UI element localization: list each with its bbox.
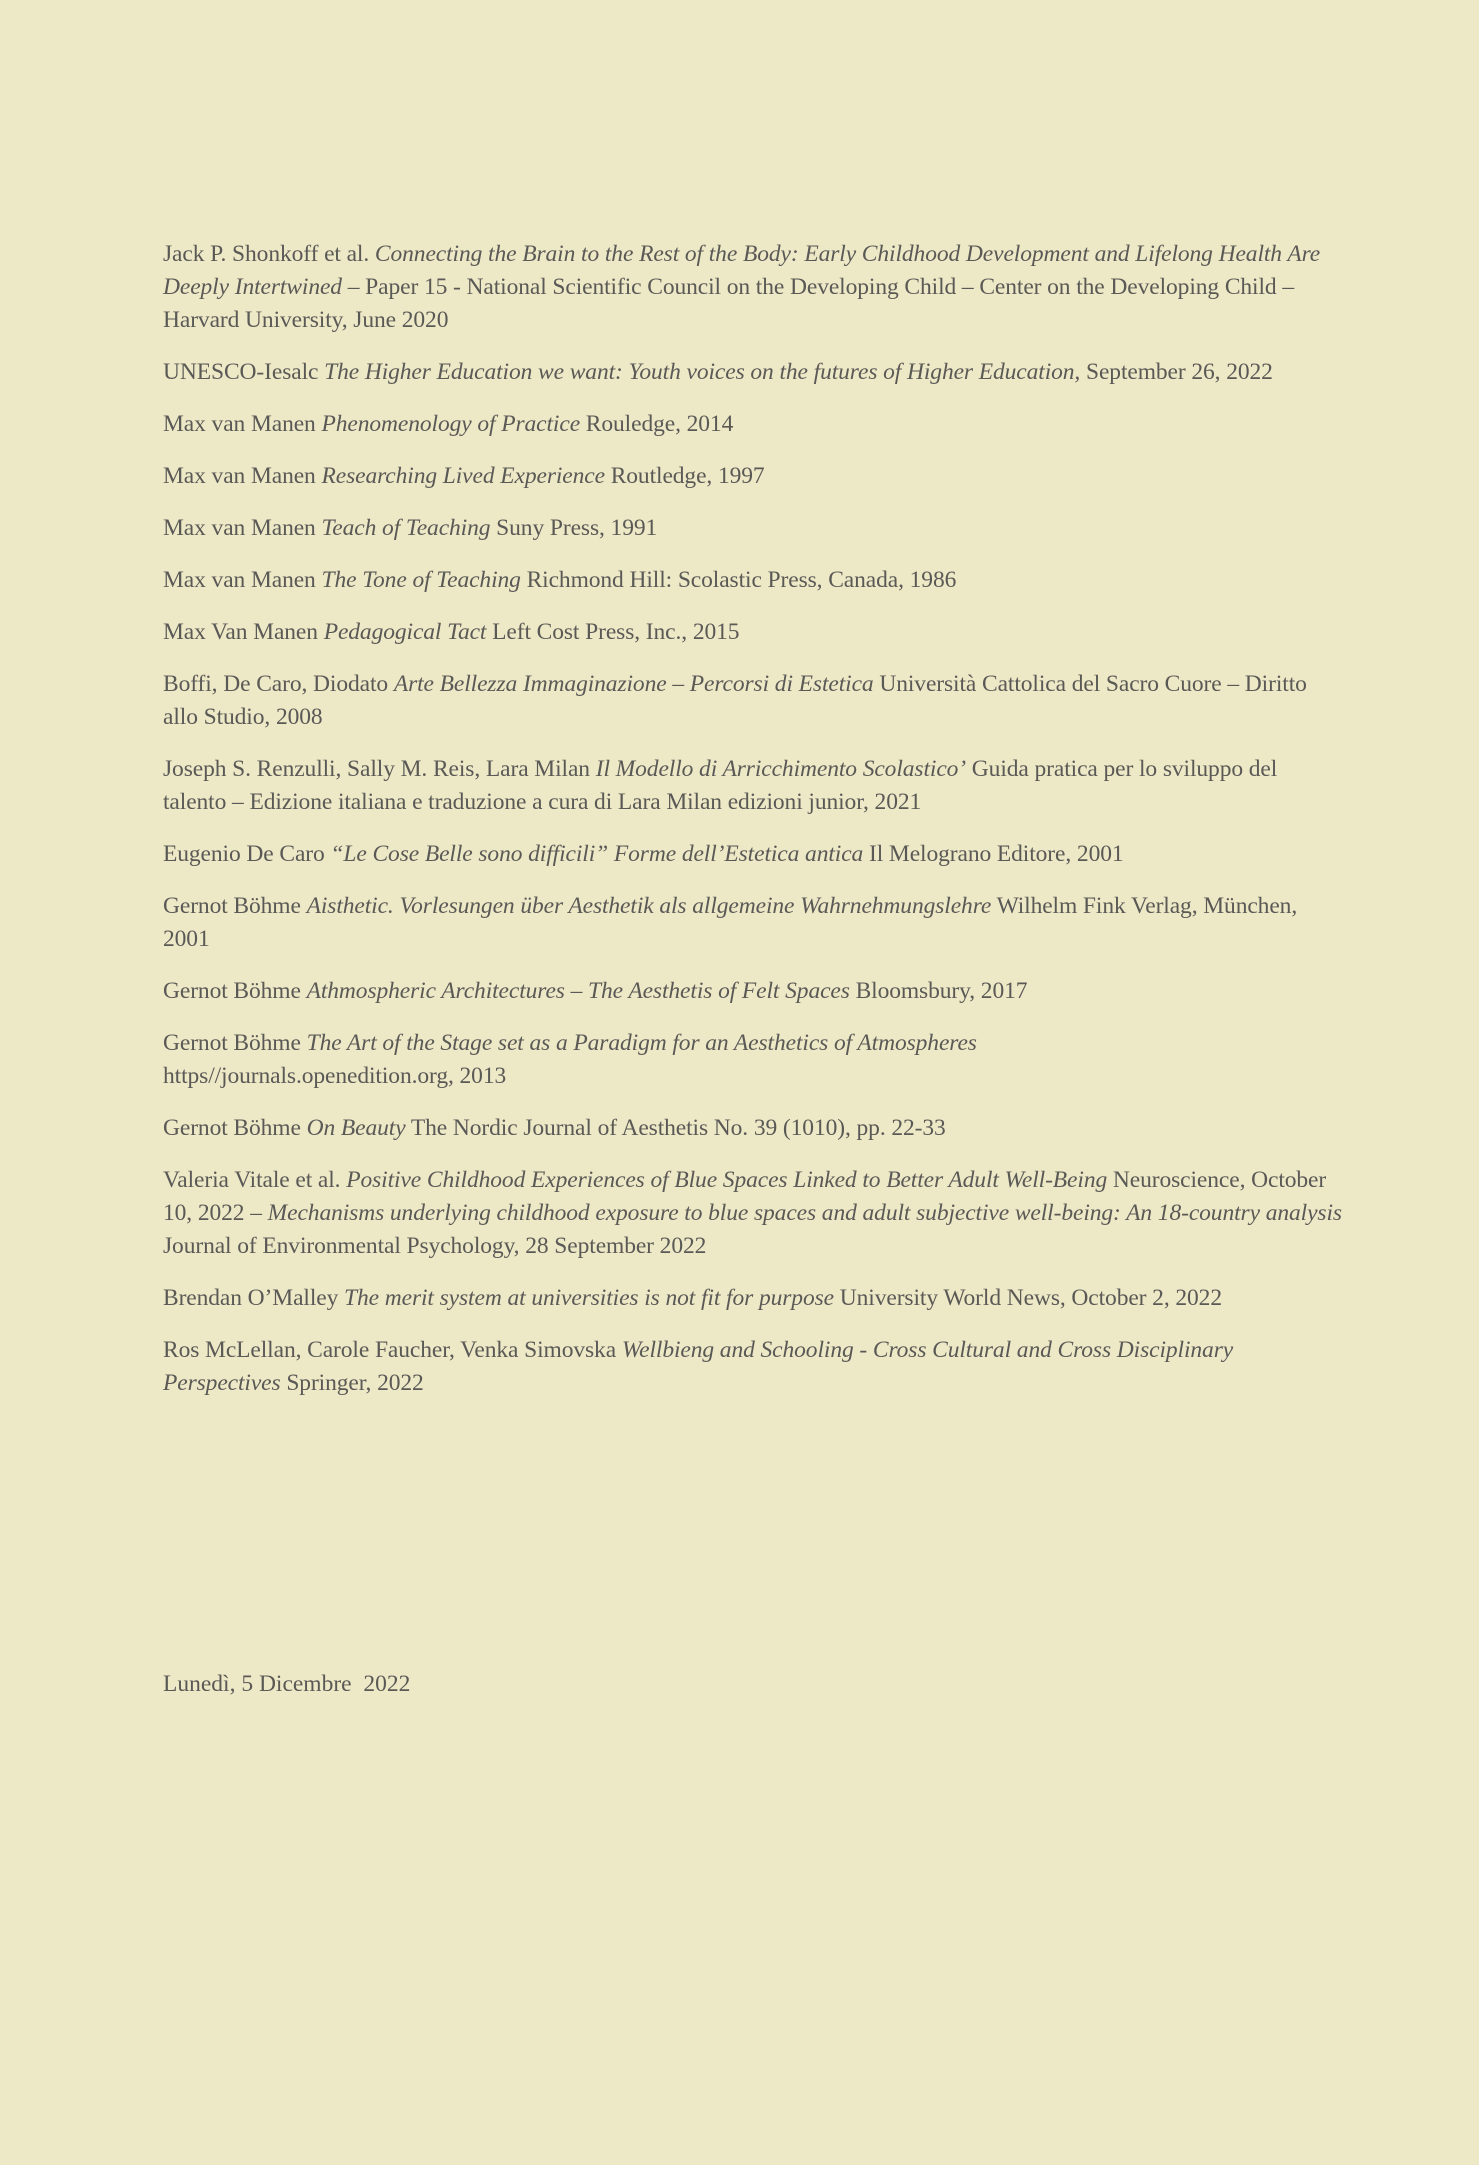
reference-entry <box>163 1282 1343 1315</box>
reference-title: Arte Bellezza Immaginazione <box>393 671 667 697</box>
reference-text: Gernot Böhme <box>163 978 307 1004</box>
reference-text: Gernot Böhme <box>163 1115 307 1141</box>
reference-title: The Aesthetis of Felt Spaces <box>588 978 850 1004</box>
reference-title: Teach of Teaching <box>321 515 491 541</box>
reference-title: On Beauty <box>306 1115 406 1141</box>
reference-text: Max van Manen <box>163 515 322 541</box>
reference-text: Springer, 2022 <box>280 1370 424 1396</box>
reference-list <box>163 238 1343 1419</box>
reference-text: University World News, October 2, 2022 <box>833 1285 1222 1311</box>
reference-text: Jack P. Shonkoff et al. <box>163 241 375 267</box>
reference-title: Aisthetic. Vorlesungen über Aesthetik als allgemeine Wahrnehmungslehre <box>306 893 992 919</box>
reference-title: Positive Childhood Experiences of Blue Spaces Linked to Better Adult Well-Being <box>346 1167 1108 1193</box>
reference-title: The Higher Education we want: Youth voices on the futures of Higher Education, <box>324 359 1081 385</box>
reference-text: Gernot Böhme <box>163 1030 307 1056</box>
reference-entry <box>163 408 1343 441</box>
reference-title: The Tone of Teaching <box>321 567 521 593</box>
reference-entry <box>163 616 1343 649</box>
reference-text: https//journals.openedition.org, 2013 <box>163 1063 507 1089</box>
reference-title: The Art of the Stage set as a Paradigm for an Aesthetics of Atmospheres <box>306 1030 977 1056</box>
reference-text: Suny Press, 1991 <box>490 515 658 541</box>
reference-entry <box>163 975 1343 1008</box>
reference-entry <box>163 564 1343 597</box>
reference-entry <box>163 460 1343 493</box>
reference-entry <box>163 753 1343 819</box>
reference-entry <box>163 238 1343 337</box>
reference-text: Gernot Böhme <box>163 893 307 919</box>
reference-entry <box>163 1027 1343 1093</box>
reference-text: Università Cattolica del Sacro Cuore – Diritto allo Studio, 2008 <box>163 671 1307 730</box>
reference-text: Neuroscience, October 10, 2022 – <box>163 1167 1327 1226</box>
reference-text: Eugenio De Caro <box>163 841 331 867</box>
reference-text: Left Cost Press, Inc., 2015 <box>486 619 740 645</box>
reference-title: Mechanisms underlying childhood exposure to blue spaces and adult subjective well-being: An 18-country analysis <box>267 1200 1342 1226</box>
reference-text: Guida pratica per lo sviluppo del talento – Edizione italiana e traduzione a cura di Lara Milan edizioni junior, 2021 <box>163 756 1278 815</box>
reference-text: Max van Manen <box>163 411 322 437</box>
reference-title: Connecting the Brain to the Rest of the Body: Early Childhood Development and Lifelong Health Are Deeply Intertwined <box>163 241 1321 300</box>
document-date: Lunedì, 5 Dicembre 2022 <box>163 1671 411 1697</box>
reference-text: Max Van Manen <box>163 619 324 645</box>
reference-title: “Le Cose Belle sono difficili” Forme dell’Estetica antica <box>330 841 864 867</box>
reference-text: – Paper 15 - National Scientific Council on the Developing Child – Center on the Developing Child – Harvard University, June 2020 <box>163 274 1294 333</box>
reference-text: Boffi, De Caro, Diodato <box>163 671 394 697</box>
reference-text: Valeria Vitale et al. <box>163 1167 347 1193</box>
reference-text: Il Melograno Editore, 2001 <box>863 841 1124 867</box>
reference-title: Percorsi di Estetica <box>689 671 874 697</box>
reference-entry <box>163 356 1343 389</box>
reference-entry <box>163 890 1343 956</box>
reference-text: Journal of Environmental Psychology, 28 September 2022 <box>163 1233 707 1259</box>
reference-entry <box>163 1112 1343 1145</box>
reference-text: Max van Manen <box>163 463 322 489</box>
reference-title: Researching Lived Experience <box>321 463 605 489</box>
reference-text: Bloomsbury, 2017 <box>849 978 1028 1004</box>
reference-text: Wilhelm Fink Verlag, München, 2001 <box>163 893 1298 952</box>
reference-text: Max van Manen <box>163 567 322 593</box>
reference-entry <box>163 512 1343 545</box>
reference-title: Phenomenology of Practice <box>321 411 581 437</box>
reference-text: Ros McLellan, Carole Faucher, Venka Simovska <box>163 1337 622 1363</box>
reference-text: Richmond Hill: Scolastic Press, Canada, 1986 <box>520 567 957 593</box>
reference-text: UNESCO-Iesalc <box>163 359 325 385</box>
reference-entry <box>163 1334 1343 1400</box>
reference-text: – <box>564 978 589 1004</box>
reference-title: The merit system at universities is not fit for purpose <box>344 1285 834 1311</box>
reference-entry <box>163 1164 1343 1263</box>
reference-title: Athmospheric Architectures <box>306 978 565 1004</box>
reference-text: Rouledge, 2014 <box>580 411 734 437</box>
reference-title: Wellbieng and Schooling - Cross Cultural and Cross Disciplinary Perspectives <box>163 1337 1234 1396</box>
reference-text: The Nordic Journal of Aesthetis No. 39 (1010), pp. 22-33 <box>405 1115 946 1141</box>
reference-title: Il Modello di Arricchimento Scolastico’ <box>595 756 967 782</box>
reference-entry <box>163 668 1343 734</box>
reference-text: – <box>666 671 690 697</box>
reference-title: Pedagogical Tact <box>323 619 487 645</box>
reference-text: Brendan O’Malley <box>163 1285 345 1311</box>
reference-text: Joseph S. Renzulli, Sally M. Reis, Lara Milan <box>163 756 596 782</box>
reference-text: September 26, 2022 <box>1080 359 1273 385</box>
reference-text: Routledge, 1997 <box>604 463 765 489</box>
reference-entry <box>163 838 1343 871</box>
